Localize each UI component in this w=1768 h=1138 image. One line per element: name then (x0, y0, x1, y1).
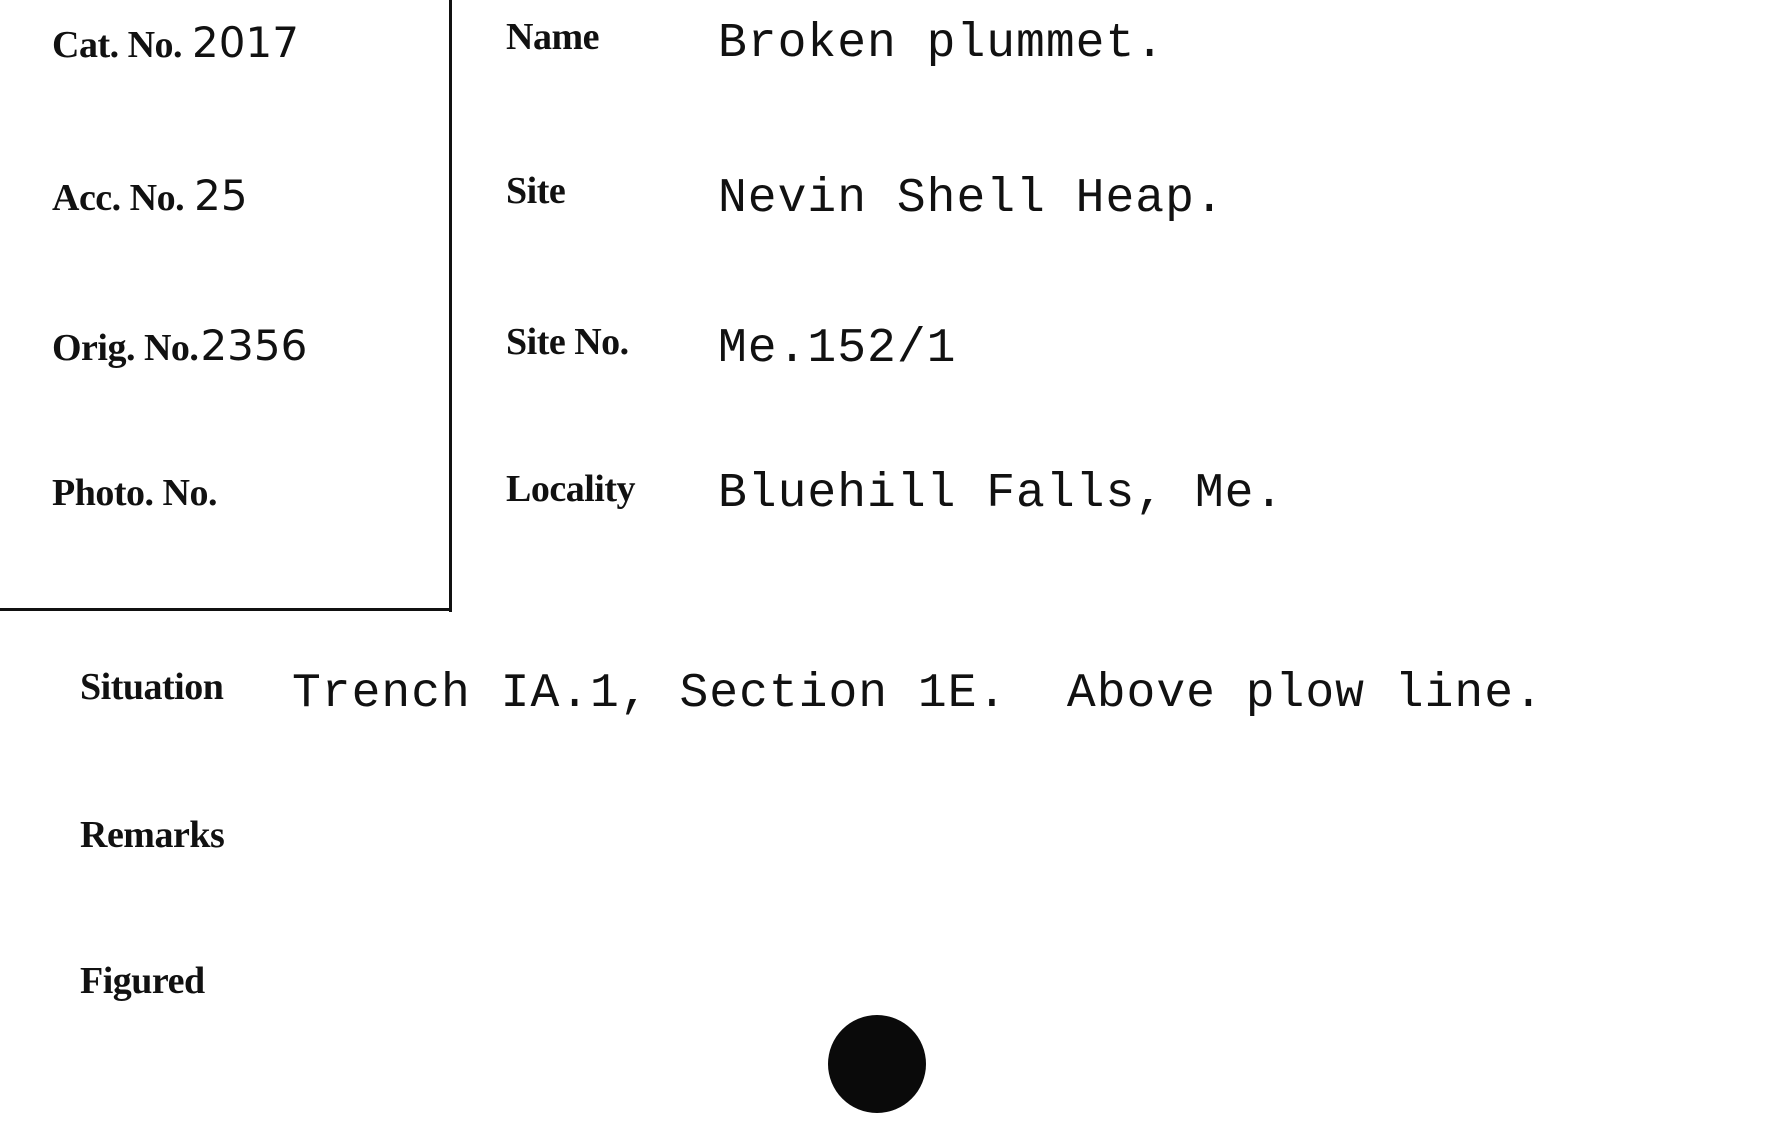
cat-no-value: 2017 (192, 18, 299, 67)
orig-no-value: 2356 (200, 321, 308, 370)
punch-hole (828, 1015, 926, 1113)
orig-no-field (52, 321, 308, 370)
situation-value: Trench IA.1, Section 1E. Above plow line. (292, 667, 1544, 721)
figured-label: Figured (80, 960, 205, 1002)
photo-no-label: Photo. No. (52, 472, 217, 514)
cat-no-label: Cat. No. (52, 24, 183, 66)
photo-no-field (52, 470, 227, 512)
orig-no-label: Orig. No. (52, 327, 199, 369)
name-value: Broken plummet. (718, 17, 1166, 71)
site-no-label: Site No. (506, 321, 629, 363)
remarks-label: Remarks (80, 814, 225, 856)
acc-no-label: Acc. No. (52, 177, 185, 219)
site-value: Nevin Shell Heap. (718, 172, 1225, 226)
site-no-value: Me.152/1 (718, 322, 957, 376)
box-horizontal-rule (0, 608, 452, 611)
locality-value: Bluehill Falls, Me. (718, 467, 1285, 521)
situation-label: Situation (80, 666, 224, 708)
name-label: Name (506, 16, 599, 58)
site-label: Site (506, 170, 566, 212)
box-vertical-rule (449, 0, 452, 612)
acc-no-field (52, 171, 248, 220)
cat-no-field (52, 18, 299, 67)
acc-no-value: 25 (194, 171, 248, 220)
locality-label: Locality (506, 468, 635, 510)
